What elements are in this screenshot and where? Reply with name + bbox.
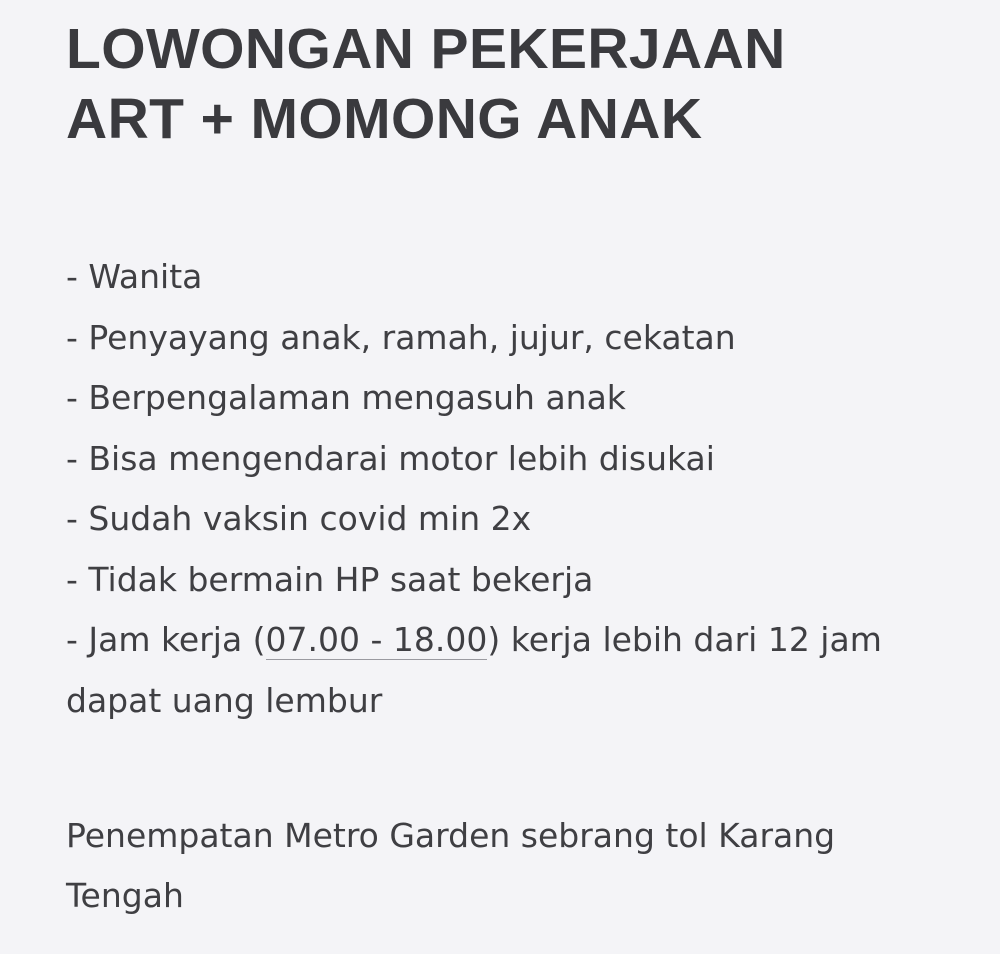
requirement-item-no-phone: - Tidak bermain HP saat bekerja <box>66 559 594 599</box>
work-hours-time-link[interactable]: 07.00 - 18.00 <box>265 620 488 659</box>
requirement-item-personality: - Penyayang anak, ramah, jujur, cekatan <box>66 317 736 357</box>
work-hours-suffix: ) kerja lebih dari 12 jam dapat uang lembur <box>66 620 882 720</box>
job-title-line-2: ART + MOMONG ANAK <box>66 87 703 151</box>
requirement-item-experience: - Berpengalaman mengasuh anak <box>66 378 626 417</box>
requirement-item-work-hours <box>66 610 886 731</box>
job-title-line-1: LOWONGAN PEKERJAAN <box>66 17 786 81</box>
placement-text: Penempatan Metro Garden sebrang tol Karang Tengah <box>66 816 836 915</box>
requirement-item-gender: - Wanita <box>66 257 203 296</box>
job-title <box>66 14 966 154</box>
note-content <box>66 14 966 915</box>
requirement-item-motorbike: - Bisa mengendarai motor lebih disukai <box>66 438 715 478</box>
work-hours-prefix: - Jam kerja ( <box>66 620 266 659</box>
requirements-list <box>66 247 926 731</box>
requirement-item-vaccine: - Sudah vaksin covid min 2x <box>66 499 532 538</box>
